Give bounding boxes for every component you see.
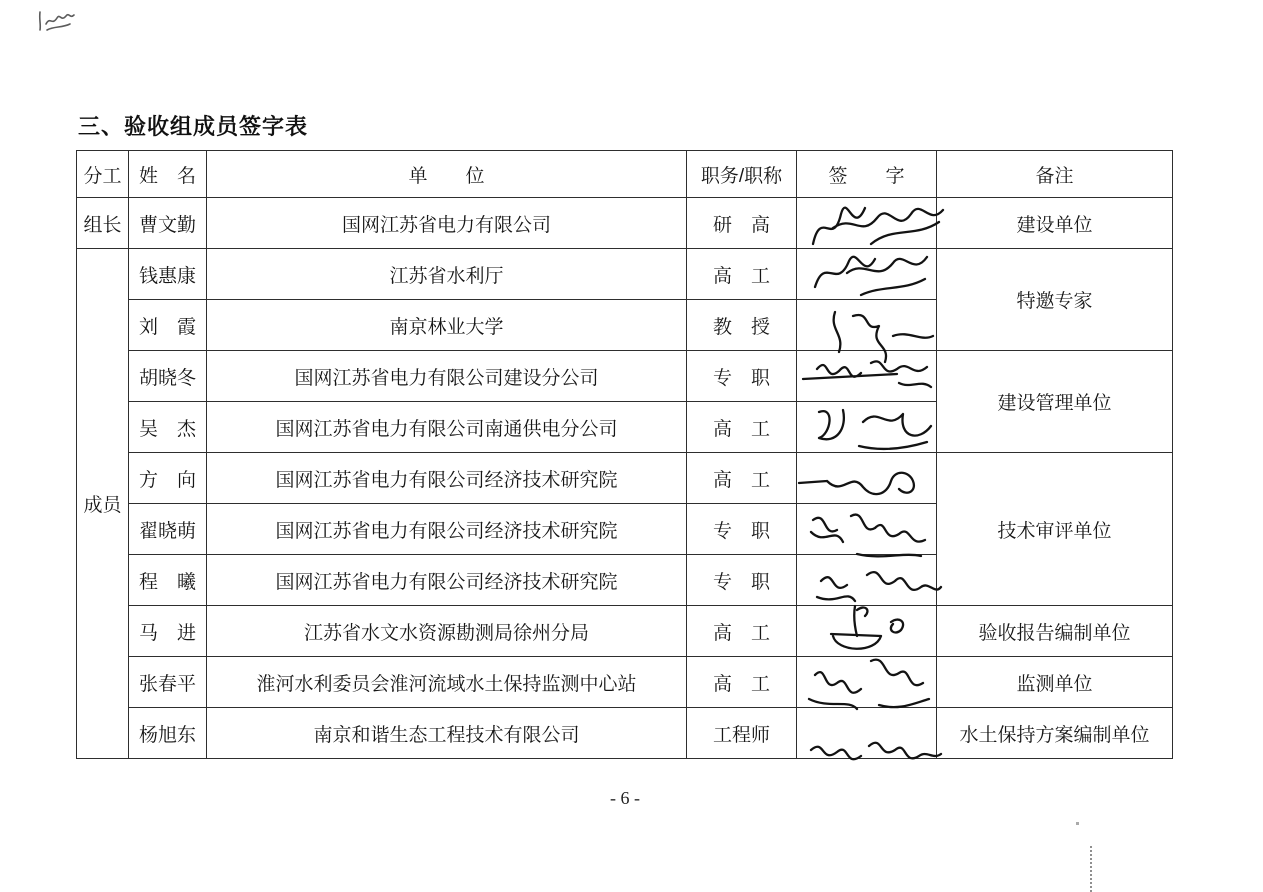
unit-cell: 国网江苏省电力有限公司经济技术研究院 <box>207 504 687 555</box>
signature-cell <box>797 249 937 300</box>
remark-cell: 水土保持方案编制单位 <box>937 708 1173 759</box>
unit-cell: 国网江苏省电力有限公司 <box>207 198 687 249</box>
remark-cell: 建设单位 <box>937 198 1173 249</box>
col-header-division: 分工 <box>77 151 129 198</box>
signature-cell <box>797 453 937 504</box>
title-cell: 高 工 <box>687 657 797 708</box>
name-cell: 吴 杰 <box>129 402 207 453</box>
name-cell: 刘 霞 <box>129 300 207 351</box>
col-header-name: 姓 名 <box>129 151 207 198</box>
remark-cell: 特邀专家 <box>937 249 1173 351</box>
signature-cell <box>797 198 937 249</box>
unit-cell: 江苏省水文水资源勘测局徐州分局 <box>207 606 687 657</box>
col-header-title: 职务/职称 <box>687 151 797 198</box>
title-cell: 教 授 <box>687 300 797 351</box>
name-cell: 方 向 <box>129 453 207 504</box>
unit-cell: 南京和谐生态工程技术有限公司 <box>207 708 687 759</box>
unit-cell: 南京林业大学 <box>207 300 687 351</box>
signature-scribble <box>803 241 943 307</box>
table-header-row <box>77 151 1173 198</box>
page-number: - 6 - <box>610 788 640 808</box>
title-cell: 研 高 <box>687 198 797 249</box>
title-cell: 专 职 <box>687 351 797 402</box>
signature-cell <box>797 351 937 402</box>
unit-cell: 淮河水利委员会淮河流域水土保持监测中心站 <box>207 657 687 708</box>
col-header-remark: 备注 <box>937 151 1173 198</box>
remark-cell: 建设管理单位 <box>937 351 1173 453</box>
name-cell: 张春平 <box>129 657 207 708</box>
col-header-unit: 单 位 <box>207 151 687 198</box>
unit-cell: 国网江苏省电力有限公司南通供电分公司 <box>207 402 687 453</box>
division-cell: 成员 <box>77 249 129 759</box>
remark-cell: 监测单位 <box>937 657 1173 708</box>
table-row <box>77 657 1173 708</box>
name-cell: 钱惠康 <box>129 249 207 300</box>
table-row <box>77 249 1173 300</box>
table-row <box>77 606 1173 657</box>
signature-scribble <box>799 724 947 776</box>
division-cell: 组长 <box>77 198 129 249</box>
signature-scribble <box>801 396 941 460</box>
name-cell: 程 曦 <box>129 555 207 606</box>
unit-cell: 江苏省水利厅 <box>207 249 687 300</box>
table-row <box>77 708 1173 759</box>
signature-cell <box>797 606 937 657</box>
scan-dotted-line-artifact <box>1090 846 1092 892</box>
signature-scribble <box>799 186 955 258</box>
unit-cell: 国网江苏省电力有限公司经济技术研究院 <box>207 453 687 504</box>
unit-cell: 国网江苏省电力有限公司建设分公司 <box>207 351 687 402</box>
signature-cell <box>797 708 937 759</box>
remark-cell: 验收报告编制单位 <box>937 606 1173 657</box>
title-cell: 高 工 <box>687 453 797 504</box>
table-row <box>77 198 1173 249</box>
name-cell: 胡晓冬 <box>129 351 207 402</box>
pen-mark-icon <box>34 6 78 36</box>
title-cell: 专 职 <box>687 555 797 606</box>
title-cell: 高 工 <box>687 606 797 657</box>
signature-scribble <box>797 347 941 407</box>
signature-cell <box>797 402 937 453</box>
signature-cell <box>797 657 937 708</box>
name-cell: 马 进 <box>129 606 207 657</box>
col-header-signature: 签 字 <box>797 151 937 198</box>
signature-scribble <box>811 600 931 664</box>
name-cell: 杨旭东 <box>129 708 207 759</box>
signature-scribble <box>803 555 943 613</box>
title-cell: 高 工 <box>687 402 797 453</box>
title-cell: 高 工 <box>687 249 797 300</box>
unit-cell: 国网江苏省电力有限公司经济技术研究院 <box>207 555 687 606</box>
table-row <box>77 351 1173 402</box>
table-row <box>77 453 1173 504</box>
remark-cell: 技术审评单位 <box>937 453 1173 606</box>
signature-cell <box>797 504 937 555</box>
signature-cell <box>797 300 937 351</box>
signature-table <box>76 150 1173 759</box>
title-cell: 工程师 <box>687 708 797 759</box>
page-title: 三、验收组成员签字表 <box>78 114 309 139</box>
scan-dot-artifact <box>1076 822 1079 825</box>
signature-cell <box>797 555 937 606</box>
name-cell: 曹文勤 <box>129 198 207 249</box>
name-cell: 翟晓萌 <box>129 504 207 555</box>
title-cell: 专 职 <box>687 504 797 555</box>
